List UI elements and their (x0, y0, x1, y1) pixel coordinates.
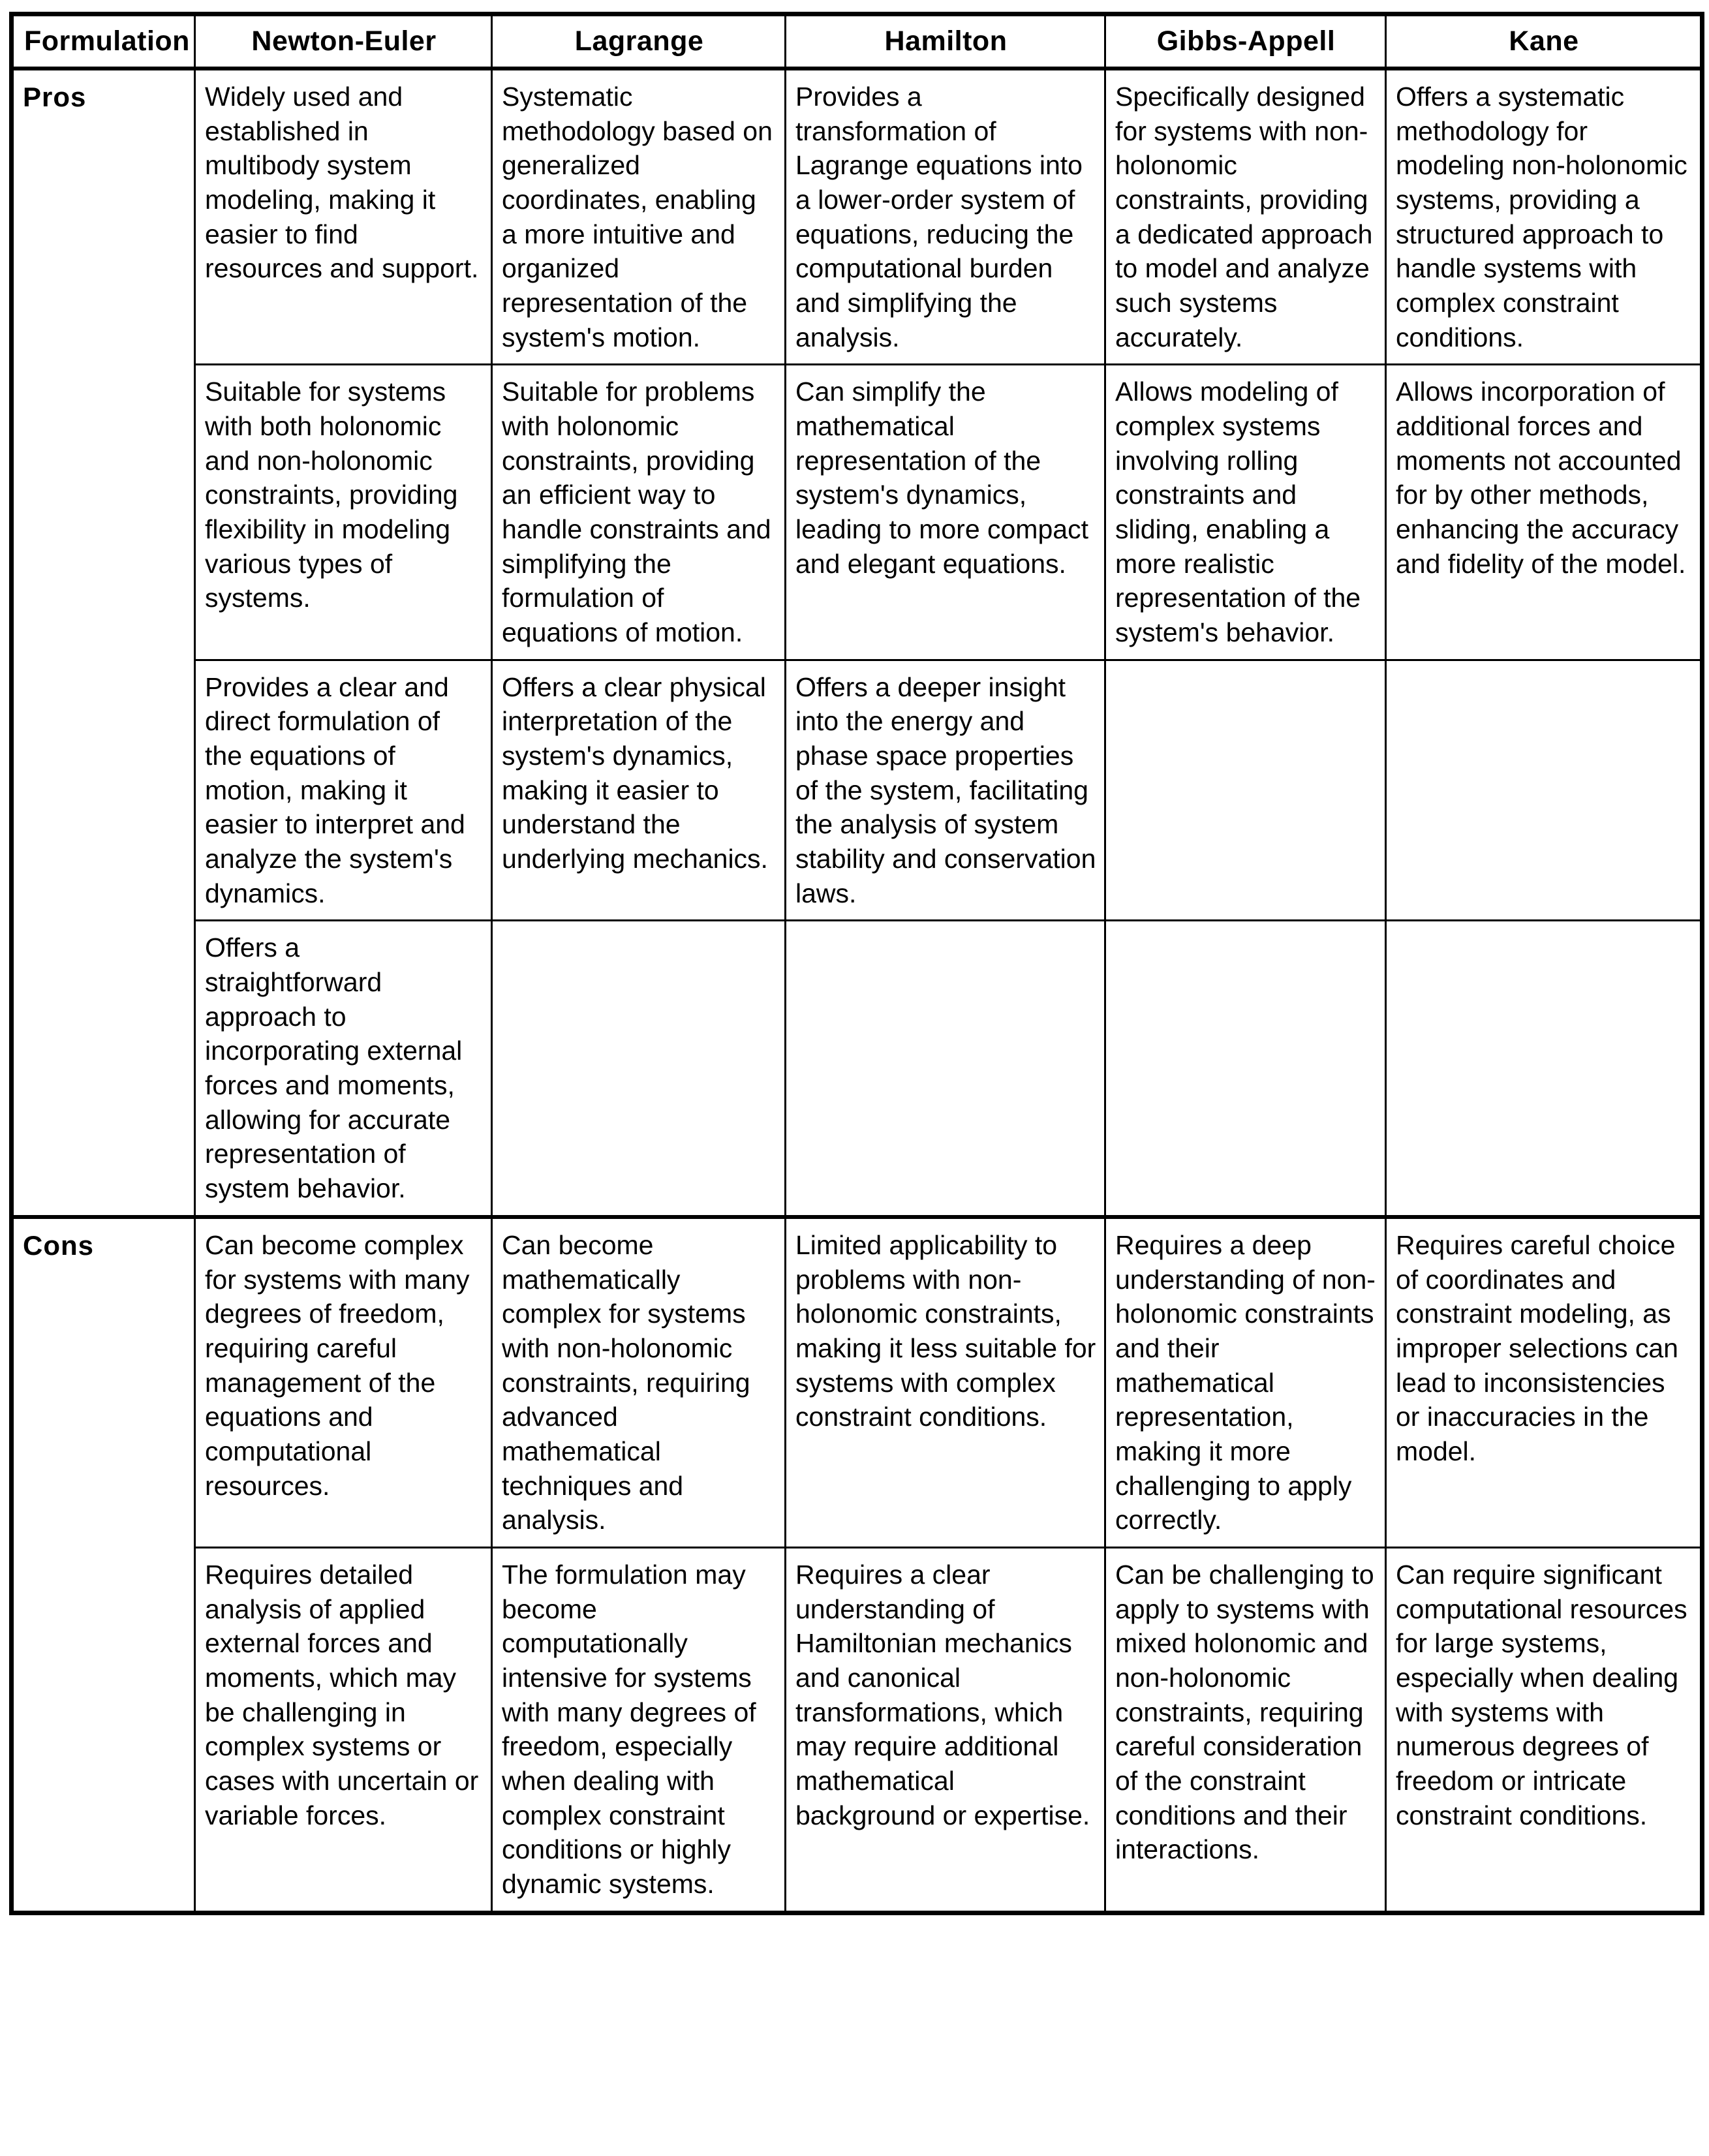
column-header-hamilton: Hamilton (786, 14, 1105, 69)
cell-cons-kane-2: Can require significant computational resources for large systems, especially when dealing with systems with numerous degrees of freedom or intricate constraint conditions. (1386, 1547, 1702, 1913)
cell-pros-kane-1: Offers a systematic methodology for modeling non-holonomic systems, providing a structured approach to handle systems with complex constraint conditions. (1386, 69, 1702, 365)
cell-pros-lagrange-4 (492, 921, 786, 1217)
cell-cons-lagrange-1: Can become mathematically complex for systems with non-holonomic constraints, requiring advanced mathematical techniques and analysis. (492, 1217, 786, 1548)
cell-cons-lagrange-2: The formulation may become computationally intensive for systems with many degrees of freedom, especially when dealing with complex constraint conditions or highly dynamic systems. (492, 1547, 786, 1913)
cell-pros-gibbs-appell-1: Specifically designed for systems with non-holonomic constraints, providing a dedicated approach to model and analyze such systems accurately. (1105, 69, 1386, 365)
formulation-comparison-table (9, 12, 1704, 1915)
header-row (12, 14, 1702, 69)
column-header-newton-euler: Newton-Euler (195, 14, 492, 69)
cell-pros-hamilton-4 (786, 921, 1105, 1217)
row-label-cons: Cons (12, 1217, 195, 1913)
cell-pros-lagrange-3: Offers a clear physical interpretation of the system's dynamics, making it easier to understand the underlying mechanics. (492, 660, 786, 921)
cell-pros-kane-2: Allows incorporation of additional forces and moments not accounted for by other methods, enhancing the accuracy and fidelity of the model. (1386, 365, 1702, 660)
cell-cons-kane-1: Requires careful choice of coordinates and constraint modeling, as improper selections can lead to inconsistencies or inaccuracies in the model. (1386, 1217, 1702, 1548)
table-body (12, 69, 1702, 1913)
cell-cons-gibbs-appell-1: Requires a deep understanding of non-holonomic constraints and their mathematical representation, making it more challenging to apply correctly. (1105, 1217, 1386, 1548)
table-row (12, 1217, 1702, 1548)
table-row (12, 921, 1702, 1217)
cell-pros-kane-3 (1386, 660, 1702, 921)
cell-pros-kane-4 (1386, 921, 1702, 1217)
cell-pros-gibbs-appell-4 (1105, 921, 1386, 1217)
cell-cons-gibbs-appell-2: Can be challenging to apply to systems with mixed holonomic and non-holonomic constraints, requiring careful consideration of the constraint conditions and their interactions. (1105, 1547, 1386, 1913)
table-header (12, 14, 1702, 69)
table-row (12, 69, 1702, 365)
column-header-formulation: Formulation (12, 14, 195, 69)
cell-pros-hamilton-2: Can simplify the mathematical representation of the system's dynamics, leading to more compact and elegant equations. (786, 365, 1105, 660)
row-label-pros: Pros (12, 69, 195, 1217)
cell-pros-newton-euler-2: Suitable for systems with both holonomic and non-holonomic constraints, providing flexibility in modeling various types of systems. (195, 365, 492, 660)
cell-pros-newton-euler-3: Provides a clear and direct formulation of the equations of motion, making it easier to interpret and analyze the system's dynamics. (195, 660, 492, 921)
cell-cons-hamilton-1: Limited applicability to problems with non-holonomic constraints, making it less suitable for systems with complex constraint conditions. (786, 1217, 1105, 1548)
cell-pros-lagrange-1: Systematic methodology based on generalized coordinates, enabling a more intuitive and organized representation of the system's motion. (492, 69, 786, 365)
cell-pros-lagrange-2: Suitable for problems with holonomic constraints, providing an efficient way to handle constraints and simplifying the formulation of equations of motion. (492, 365, 786, 660)
cell-pros-hamilton-1: Provides a transformation of Lagrange equations into a lower-order system of equations, reducing the computational burden and simplifying the analysis. (786, 69, 1105, 365)
cell-pros-hamilton-3: Offers a deeper insight into the energy and phase space properties of the system, facilitating the analysis of system stability and conservation laws. (786, 660, 1105, 921)
cell-pros-newton-euler-1: Widely used and established in multibody system modeling, making it easier to find resources and support. (195, 69, 492, 365)
cell-cons-newton-euler-1: Can become complex for systems with many degrees of freedom, requiring careful management of the equations and computational resources. (195, 1217, 492, 1548)
table-row (12, 660, 1702, 921)
column-header-lagrange: Lagrange (492, 14, 786, 69)
table-row (12, 365, 1702, 660)
cell-cons-hamilton-2: Requires a clear understanding of Hamiltonian mechanics and canonical transformations, which may require additional mathematical background or expertise. (786, 1547, 1105, 1913)
column-header-kane: Kane (1386, 14, 1702, 69)
cell-pros-gibbs-appell-3 (1105, 660, 1386, 921)
cell-pros-gibbs-appell-2: Allows modeling of complex systems involving rolling constraints and sliding, enabling a more realistic representation of the system's behavior. (1105, 365, 1386, 660)
cell-cons-newton-euler-2: Requires detailed analysis of applied external forces and moments, which may be challenging in complex systems or cases with uncertain or variable forces. (195, 1547, 492, 1913)
cell-pros-newton-euler-4: Offers a straightforward approach to incorporating external forces and moments, allowing for accurate representation of system behavior. (195, 921, 492, 1217)
column-header-gibbs-appell: Gibbs-Appell (1105, 14, 1386, 69)
table-row (12, 1547, 1702, 1913)
